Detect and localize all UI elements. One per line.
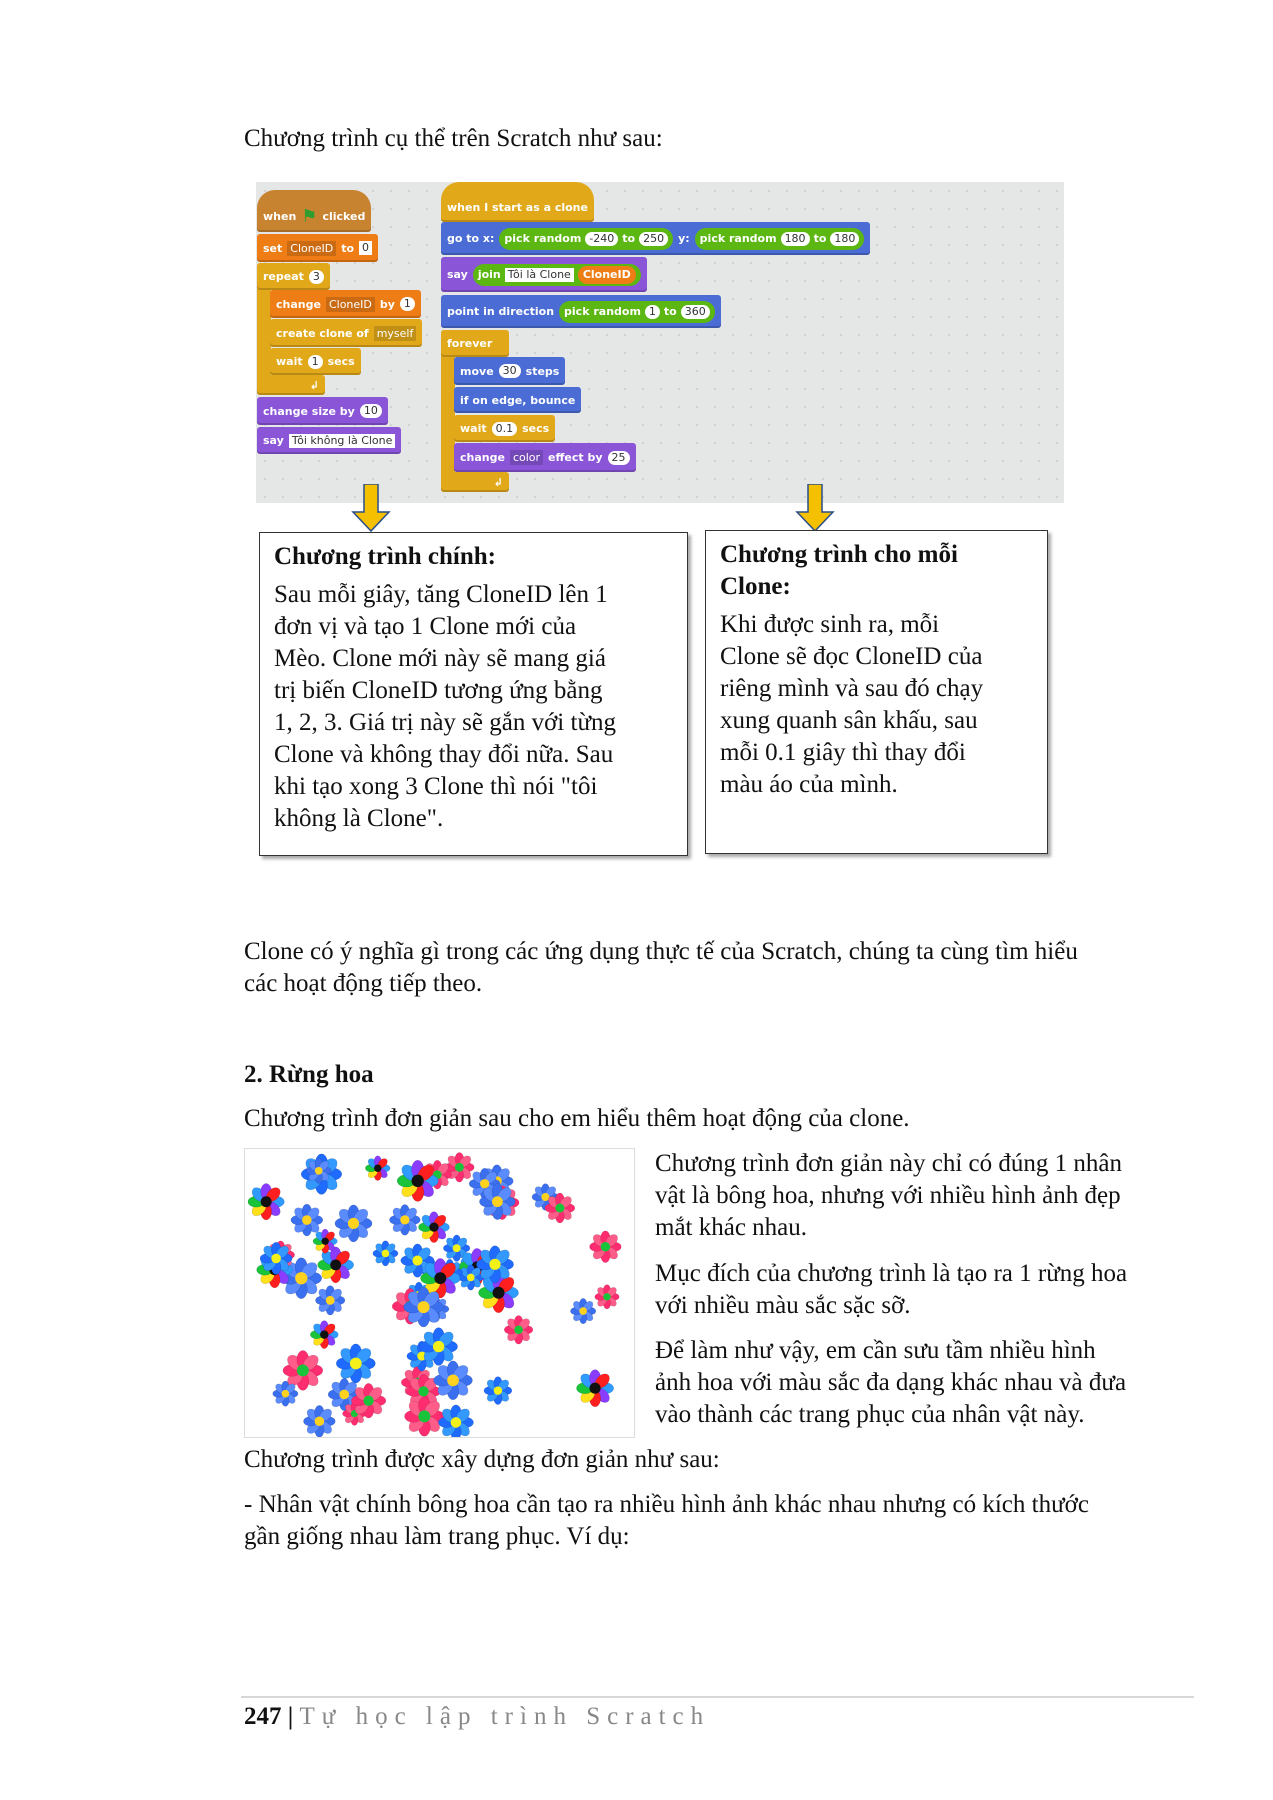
flower <box>479 1184 515 1220</box>
intro-text: Chương trình cụ thể trên Scratch như sau: <box>244 125 663 152</box>
flower-center <box>555 1204 564 1213</box>
flower-center <box>271 1254 281 1264</box>
box-line: Clone sẽ đọc CloneID của <box>720 643 983 670</box>
flower <box>336 1344 375 1383</box>
block-text: to <box>813 232 827 245</box>
value-input: 0 <box>359 241 372 255</box>
box-line: Sau mỗi giây, tăng CloneID lên 1 <box>274 581 608 608</box>
block-text: forever <box>447 337 493 350</box>
flower-center <box>363 1396 373 1406</box>
flower-center <box>451 1417 462 1428</box>
section-title: 2. Rừng hoa <box>244 1061 374 1088</box>
pick-random-reporter <box>559 301 715 323</box>
flower-center <box>348 1218 359 1229</box>
repeat-end <box>257 375 325 395</box>
flower <box>310 1321 338 1349</box>
value-input: Tôi là Clone <box>505 268 574 282</box>
side-text-line: vật là bông hoa, nhưng với nhiều hình ảnh đẹp <box>655 1182 1121 1209</box>
flower-center <box>418 1301 430 1313</box>
flower-center <box>261 1196 272 1207</box>
box-title <box>720 539 1033 603</box>
loop-arrow-icon: ↲ <box>309 378 319 392</box>
box-line: Mèo. Clone mới này sẽ mang giá <box>274 645 606 672</box>
block-text: by <box>379 297 395 311</box>
book-title: Tự học lập trình Scratch <box>299 1703 711 1730</box>
block-text: say <box>447 268 468 281</box>
flower <box>260 1242 292 1274</box>
variable-dropdown: CloneID <box>287 241 336 256</box>
flower <box>545 1193 575 1223</box>
side-text-line: với nhiều màu sắc sặc sỡ. <box>655 1292 911 1319</box>
value-input: -240 <box>585 232 618 246</box>
flower <box>315 1286 344 1315</box>
flower <box>389 1204 420 1235</box>
flower <box>420 1328 458 1366</box>
value-input: 1 <box>645 305 660 319</box>
cloneid-variable-reporter: CloneID <box>578 266 636 284</box>
box-line: màu áo của mình. <box>720 771 898 798</box>
side-text-line: Mục đích của chương trình là tạo ra 1 rừng hoa <box>655 1260 1128 1287</box>
flower-center <box>480 1179 489 1188</box>
paragraph-line: Clone có ý nghĩa gì trong các ứng dụng thực tế của Scratch, chúng ta cùng tìm hiểu <box>244 938 1078 965</box>
value-input: 360 <box>681 305 710 319</box>
repeat-block <box>257 263 330 290</box>
block-text: pick random <box>564 305 641 318</box>
bounce-block <box>454 387 581 413</box>
box-line: riêng mình và sau đó chạy <box>720 675 984 702</box>
main-program-box <box>259 532 688 856</box>
flower-center <box>322 1238 329 1245</box>
title-line: Chương trình cho mỗi <box>720 541 958 568</box>
flower-center <box>339 1390 349 1400</box>
flower-center <box>493 1287 505 1299</box>
flower-center <box>412 1175 424 1187</box>
block-text: y: <box>678 232 690 245</box>
change-effect-block <box>454 443 636 472</box>
flower-center <box>315 1417 325 1427</box>
block-text: move <box>460 364 494 378</box>
flower-center <box>326 1296 335 1305</box>
value-input: 250 <box>639 232 668 246</box>
block-text: when <box>263 209 297 223</box>
flower <box>504 1315 533 1344</box>
when-start-as-clone-block <box>441 182 594 222</box>
flower-center <box>412 1256 422 1266</box>
block-text: set <box>263 241 283 255</box>
flower <box>313 1229 337 1253</box>
side-text-line: vào thành các trang phục của nhân vật này. <box>655 1401 1085 1428</box>
flower-center <box>400 1215 409 1224</box>
flower-center <box>601 1242 611 1252</box>
box-line: Khi được sinh ra, mỗi <box>720 611 940 638</box>
flower <box>438 1405 473 1438</box>
flower-center <box>282 1390 290 1398</box>
say-block <box>257 427 401 454</box>
flower <box>418 1212 449 1243</box>
flower <box>434 1361 473 1400</box>
value-input: 0.1 <box>492 422 518 436</box>
block-text: secs <box>327 355 355 368</box>
clone-target-dropdown: myself <box>374 326 417 341</box>
flower-center <box>302 1215 312 1225</box>
flower-center <box>603 1293 610 1300</box>
paragraph-line: - Nhân vật chính bông hoa cần tạo ra nhiều hình ảnh khác nhau nhưng có kích thước <box>244 1491 1089 1518</box>
flower-center <box>467 1274 475 1282</box>
box-line: Clone và không thay đổi nữa. Sau <box>274 741 614 768</box>
block-text: if on edge, bounce <box>460 393 576 407</box>
flower-forest-image <box>244 1148 635 1438</box>
flower <box>476 1246 513 1283</box>
flower <box>373 1241 398 1266</box>
value-input: 3 <box>309 270 324 284</box>
block-text: clicked <box>322 209 366 223</box>
variable-dropdown: CloneID <box>326 297 375 312</box>
move-steps-block <box>454 357 565 385</box>
box-title: Chương trình chính: <box>274 543 496 570</box>
flower <box>273 1381 298 1406</box>
flower <box>405 1397 445 1437</box>
box-line: khi tạo xong 3 Clone thì nói "tôi <box>274 773 598 800</box>
flower-center <box>429 1222 438 1231</box>
box-line: xung quanh sân khấu, sau <box>720 707 978 734</box>
footer-divider <box>241 1696 1194 1698</box>
block-text: when I start as a clone <box>447 200 588 214</box>
block-text: pick random <box>699 232 777 245</box>
flower-center <box>350 1358 362 1370</box>
flower <box>365 1156 390 1181</box>
block-text: change <box>276 297 321 311</box>
block-text: go to x: <box>447 232 495 245</box>
green-flag-icon: ⚑ <box>301 205 318 227</box>
flower-center <box>514 1325 523 1334</box>
page-number: 247 <box>244 1703 282 1730</box>
flower-center <box>320 1330 328 1338</box>
paragraph-line: các hoạt động tiếp theo. <box>244 970 483 997</box>
create-clone-block <box>270 319 422 347</box>
block-text: repeat <box>263 270 304 283</box>
flower-center <box>295 1272 307 1284</box>
box-line: 1, 2, 3. Giá trị này sẽ gắn với từng <box>274 709 616 736</box>
scratch-scripts-image <box>256 182 1064 503</box>
value-input: 30 <box>499 364 521 378</box>
value-input: 180 <box>781 232 810 246</box>
box-line: trị biến CloneID tương ứng bằng <box>274 677 603 704</box>
flower-center <box>374 1164 381 1171</box>
flower <box>595 1285 619 1309</box>
flower <box>303 1405 335 1437</box>
flower-center <box>489 1259 500 1270</box>
footer-separator: | <box>287 1703 294 1730</box>
block-text: to <box>622 232 636 245</box>
down-arrow-icon <box>795 484 835 532</box>
pick-random-reporter <box>695 228 865 250</box>
change-size-block <box>257 397 388 425</box>
flower-center <box>455 1163 464 1172</box>
flower <box>576 1370 613 1407</box>
value-input: 1 <box>400 297 415 311</box>
set-variable-block <box>257 234 378 262</box>
flower-center <box>433 1341 444 1352</box>
paragraph-line: gần giống nhau làm trang phục. Ví dụ: <box>244 1523 630 1550</box>
effect-dropdown: color <box>510 450 543 465</box>
clone-program-box <box>705 530 1048 854</box>
block-text: change <box>460 451 505 464</box>
wait-block <box>270 348 361 375</box>
say-join-block <box>441 257 647 292</box>
side-text-line: ảnh hoa với màu sắc đa dạng khác nhau và đưa <box>655 1369 1127 1396</box>
loop-arrow-icon: ↲ <box>493 475 503 489</box>
block-text: to <box>663 305 677 318</box>
flower <box>570 1298 595 1323</box>
go-to-xy-block <box>441 222 870 255</box>
flower-center <box>382 1250 390 1258</box>
block-text: to <box>341 241 355 255</box>
side-text-line: Chương trình đơn giản này chỉ có đúng 1 nhân <box>655 1150 1123 1177</box>
flower-center <box>447 1375 459 1387</box>
block-text: join <box>477 268 501 281</box>
value-input: 25 <box>608 451 630 465</box>
value-input: Tôi không là Clone <box>289 434 396 448</box>
flower-center <box>297 1364 309 1376</box>
block-text: point in direction <box>447 305 555 318</box>
box-line: mỗi 0.1 giây thì thay đổi <box>720 739 966 766</box>
paragraph-line: Chương trình được xây dựng đơn giản như sau: <box>244 1446 720 1473</box>
side-text-line: Để làm như vậy, em cần sưu tầm nhiều hình <box>655 1337 1096 1364</box>
flower-center <box>418 1410 430 1422</box>
box-line: đơn vị và tạo 1 Clone mới của <box>274 613 577 640</box>
block-text: steps <box>525 364 560 378</box>
box-line: không là Clone". <box>274 805 444 832</box>
flower-center <box>492 1196 503 1207</box>
when-flag-clicked-block <box>257 190 371 232</box>
flower <box>306 1158 331 1183</box>
block-text: say <box>263 434 284 447</box>
flower <box>484 1377 512 1405</box>
footer <box>244 1701 710 1733</box>
forever-end <box>441 472 509 492</box>
side-text-line: mắt khác nhau. <box>655 1214 808 1241</box>
value-input: 1 <box>308 355 323 369</box>
title-line: Clone: <box>720 573 791 600</box>
block-text: change size by <box>263 404 355 418</box>
join-reporter <box>473 264 641 286</box>
section-intro: Chương trình đơn giản sau cho em hiểu thêm hoạt động của clone. <box>244 1105 910 1132</box>
block-text: wait <box>276 355 303 368</box>
flower <box>351 1383 386 1418</box>
flower-center <box>434 1272 446 1284</box>
down-arrow-icon <box>351 484 391 532</box>
point-in-direction-block <box>441 295 721 328</box>
flower <box>590 1231 622 1263</box>
forever-block <box>441 330 509 357</box>
flower-center <box>589 1383 600 1394</box>
block-text: create clone of <box>276 326 369 340</box>
flower-center <box>330 1259 341 1270</box>
flower-center <box>418 1386 428 1396</box>
block-text: pick random <box>504 232 582 245</box>
flower-center <box>494 1386 502 1394</box>
wait-block <box>454 415 555 442</box>
value-input: 180 <box>830 232 859 246</box>
block-text: wait <box>460 422 487 435</box>
flower <box>248 1183 284 1219</box>
flower <box>335 1205 372 1242</box>
flower-center <box>315 1167 323 1175</box>
block-text: effect by <box>548 451 603 464</box>
flower <box>397 1160 438 1201</box>
flower-center <box>579 1307 587 1315</box>
change-variable-block <box>270 290 421 318</box>
pick-random-reporter <box>499 228 673 250</box>
value-input: 10 <box>360 404 382 418</box>
flower <box>291 1204 323 1236</box>
flower-center <box>453 1244 461 1252</box>
flower <box>404 1287 444 1327</box>
block-text: secs <box>522 422 550 435</box>
